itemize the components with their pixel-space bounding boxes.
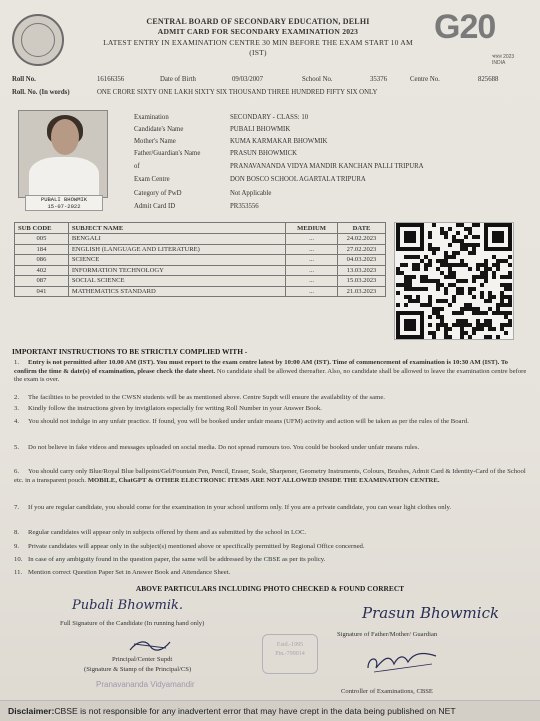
entry-notice-ist: (IST) bbox=[249, 48, 267, 57]
medium: ... bbox=[286, 234, 338, 245]
controller-signature bbox=[364, 646, 444, 676]
medium: ... bbox=[286, 276, 338, 287]
instruction-text: The facilities to be provided to the CWSN students will be as mentioned above. Centre Supdt will ensure the availability of the same. bbox=[28, 394, 385, 401]
info-value-candidate: PUBALI BHOWMIK bbox=[230, 126, 291, 133]
instruction-text: If you are regular candidate, you should come for the examination in your school uniform only. If you are a private candidate, you can wear light clothes only. bbox=[28, 504, 452, 511]
roll-no-value: 16166356 bbox=[97, 76, 125, 83]
sub-code: 005 bbox=[15, 234, 69, 245]
admit-card-title: ADMIT CARD FOR SECONDARY EXAMINATION 2023 bbox=[157, 27, 359, 36]
particulars-checked-note: ABOVE PARTICULARS INCLUDING PHOTO CHECKED & FOUND CORRECT bbox=[135, 584, 405, 593]
photo-caption-date: 15-07-2022 bbox=[47, 203, 81, 210]
g20-logo-sub: भारत 2023 INDIA bbox=[492, 54, 515, 66]
medium: ... bbox=[286, 265, 338, 276]
instruction-bold: MOBILE, ChatGPT & OTHER ELECTRONIC ITEMS ARE NOT ALLOWED INSIDE THE EXAMINATION CENTRE. bbox=[86, 476, 440, 484]
exam-date: 27.02.2023 bbox=[338, 244, 386, 255]
roll-words-label: Roll. No. (In words) bbox=[12, 89, 70, 96]
school-no-value: 35376 bbox=[370, 76, 387, 83]
info-value-admit-id: PR353556 bbox=[230, 203, 259, 210]
col-subject-name: SUBJECT NAME bbox=[68, 223, 285, 234]
candidate-photo bbox=[18, 110, 108, 210]
col-date: DATE bbox=[338, 223, 386, 234]
instruction-text: Do not believe in fake videos and messages uploaded on social media. Do not spread rumours too. You could be booked under unfair means rules. bbox=[28, 444, 420, 451]
school-stamp-text: Pranavananda Vidyamandir bbox=[96, 680, 195, 689]
table-row bbox=[15, 244, 386, 255]
subject-name: BENGALI bbox=[68, 234, 285, 245]
exam-date: 13.03.2023 bbox=[338, 265, 386, 276]
instruction-item: 9. Private candidates will appear only in the subject(s) mentioned above or specifically permitted by Regional Office concerned. bbox=[14, 543, 365, 550]
centre-no-value: 825688 bbox=[478, 76, 499, 83]
exam-date: 21.03.2023 bbox=[338, 286, 386, 297]
info-label-pwd: Category of PwD bbox=[134, 190, 182, 197]
qr-code-graphic bbox=[395, 223, 513, 339]
subject-name: SOCIAL SCIENCE bbox=[68, 276, 285, 287]
exam-date: 04.03.2023 bbox=[338, 255, 386, 266]
info-value-examination: SECONDARY - CLASS: 10 bbox=[230, 114, 309, 121]
info-label-of: of bbox=[134, 163, 140, 170]
instruction-item: 2. The facilities to be provided to the CWSN students will be as mentioned above. Centre Supdt will ensure the availability of the same. bbox=[14, 394, 385, 401]
instruction-text: Regular candidates will appear only in subjects offered by them and as submitted by the school in LOC. bbox=[28, 529, 307, 536]
stamp-line-1: Estd.-1995 bbox=[276, 642, 304, 648]
info-label-examination: Examination bbox=[134, 114, 169, 121]
instruction-item: 10. In case of any ambiguity found in the question paper, the same will be addressed by the CBSE as per its policy. bbox=[14, 556, 326, 563]
info-value-mother: KUMA KARMAKAR BHOWMIK bbox=[230, 138, 328, 145]
subjects-table bbox=[14, 222, 386, 297]
info-value-pwd: Not Applicable bbox=[230, 190, 272, 197]
stamp-line-2: Pin.-799014 bbox=[275, 651, 305, 657]
table-row bbox=[15, 255, 386, 266]
col-sub-code: SUB CODE bbox=[15, 223, 69, 234]
info-value-exam-centre: DON BOSCO SCHOOL AGARTALA TRIPURA bbox=[230, 176, 366, 183]
medium: ... bbox=[286, 244, 338, 255]
instruction-text: In case of any ambiguity found in the question paper, the same will be addressed by the CBSE as per its policy. bbox=[28, 556, 326, 563]
medium: ... bbox=[286, 255, 338, 266]
sub-code: 086 bbox=[15, 255, 69, 266]
disclaimer-bar bbox=[0, 700, 540, 721]
instruction-text: Mention correct Question Paper Set in Answer Book and Attendance Sheet. bbox=[28, 569, 231, 576]
photo-caption bbox=[25, 195, 103, 211]
info-label-mother: Mother's Name bbox=[134, 138, 176, 145]
medium: ... bbox=[286, 286, 338, 297]
candidate-signature: Pubali Bhowmik. bbox=[72, 598, 184, 613]
instruction-item: 6. You should carry only Blue/Royal Blue ballpoint/Gel/Fountain Pen, Pencil, Eraser, Scale, Sharpener, Geometry Instruments, Colours, Brushes, Admit Card & Identity-Card of the School etc. in a transparent pouch. MOBILE, ChatGPT & OTHER ELECTRONIC ITEMS ARE NOT ALLOWED INSIDE THE EXAMINATION CENTRE. bbox=[14, 468, 526, 484]
school-stamp bbox=[262, 634, 318, 674]
instruction-item: 5. Do not believe in fake videos and messages uploaded on social media. Do not spread rumours too. You could be booked under unfair means rules. bbox=[14, 444, 420, 451]
instruction-item: 8. Regular candidates will appear only in subjects offered by them and as submitted by the school in LOC. bbox=[14, 529, 307, 536]
board-title: CENTRAL BOARD OF SECONDARY EDUCATION, DELHI bbox=[146, 17, 370, 26]
instruction-item: 11. Mention correct Question Paper Set in Answer Book and Attendance Sheet. bbox=[14, 569, 231, 576]
info-label-candidate: Candidate's Name bbox=[134, 126, 184, 133]
entry-notice: LATEST ENTRY IN EXAMINATION CENTRE 30 MIN BEFORE THE EXAM START 10 AM bbox=[103, 38, 413, 47]
roll-no-label: Roll No. bbox=[12, 76, 36, 83]
g20-logo-text: G20 bbox=[434, 8, 496, 46]
photo-caption-name: PUBALI BHOWMIK bbox=[40, 196, 88, 203]
instruction-bold: Entry is not permitted after 10.00 AM (IST). You must report to the exam centre latest by 10:00 AM (IST). Time of commencement of examination is 10:30 AM (IST). To confirm the time & date(s) of examination, please check the date sheet. bbox=[14, 359, 509, 375]
principal-stamp-label: (Signature & Stamp of the Principal/CS) bbox=[84, 666, 192, 673]
info-label-admit-id: Admit Card ID bbox=[134, 203, 176, 210]
principal-signature bbox=[128, 636, 172, 656]
subject-name: INFORMATION TECHNOLOGY bbox=[68, 265, 285, 276]
exam-date: 24.02.2023 bbox=[338, 234, 386, 245]
instruction-text: Private candidates will appear only in the subject(s) mentioned above or specifically permitted by Regional Office concerned. bbox=[28, 543, 365, 550]
principal-label: Principal/Center Supdt bbox=[112, 656, 173, 663]
subject-name: ENGLISH (LANGUAGE AND LITERATURE) bbox=[68, 244, 285, 255]
instruction-text: You should not indulge in any unfair practice. If found, you will be booked under unfair means (UFM) activity and action will be taken as per the rules of the Board. bbox=[28, 418, 469, 425]
centre-no-label: Centre No. bbox=[410, 76, 440, 83]
father-signature: Prasun Bhowmick bbox=[362, 604, 500, 622]
table-row bbox=[15, 276, 386, 287]
instruction-text: Kindly follow the instructions given by invigilators especially for writing Roll Number in your Answer Book. bbox=[28, 405, 322, 412]
table-header-row bbox=[15, 223, 386, 234]
father-signature-label: Signature of Father/Mother/ Guardian bbox=[337, 631, 438, 638]
sub-code: 087 bbox=[15, 276, 69, 287]
dob-value: 09/03/2007 bbox=[232, 76, 263, 83]
sub-code: 184 bbox=[15, 244, 69, 255]
exam-date: 15.03.2023 bbox=[338, 276, 386, 287]
col-medium: MEDIUM bbox=[286, 223, 338, 234]
info-label-exam-centre: Exam Centre bbox=[134, 176, 170, 183]
school-no-label: School No. bbox=[302, 76, 333, 83]
disclaimer-text: CBSE is not responsible for any inadvertent error that may have crept in the data being published on NET bbox=[54, 706, 456, 716]
sub-code: 041 bbox=[15, 286, 69, 297]
qr-code-icon bbox=[394, 222, 514, 340]
instruction-item: 7. If you are regular candidate, you should come for the examination in your school uniform only. If you are a private candidate, you can wear light clothes only. bbox=[14, 504, 452, 511]
instruction-item: 4. You should not indulge in any unfair practice. If found, you will be booked under unfair means (UFM) activity and action will be taken as per the rules of the Board. bbox=[14, 418, 469, 425]
dob-label: Date of Birth bbox=[160, 76, 196, 83]
g20-logo-icon bbox=[434, 8, 526, 64]
instruction-text: No candidate shall be allowed thereafter. Also, no candidate shall be allowed to leave the examination centre before the exam is over. bbox=[14, 367, 527, 384]
instruction-text: You should carry only Blue/Royal Blue ballpoint/Gel/Fountain Pen, Pencil, Eraser, Scale, Sharpener, Geometry Instruments, Colours, Brushes, Admit Card & Identity-Card of the School etc. in a transparent pouch. bbox=[14, 468, 526, 484]
table-row bbox=[15, 286, 386, 297]
info-value-father: PRASUN BHOWMICK bbox=[230, 150, 298, 157]
cbse-logo-icon bbox=[12, 14, 64, 66]
info-value-school: PRANAVANANDA VIDYA MANDIR KANCHAN PALLI TRIPURA bbox=[230, 163, 424, 170]
candidate-signature-label: Full Signature of the Candidate (In running hand only) bbox=[60, 620, 205, 627]
table-row bbox=[15, 234, 386, 245]
instructions-title: IMPORTANT INSTRUCTIONS TO BE STRICTLY COMPLIED WITH - bbox=[12, 347, 248, 356]
instruction-item: 1. Entry is not permitted after 10.00 AM (IST). You must report to the exam centre latest by 10:00 AM (IST). Time of commencement of examination is 10:30 AM (IST). To confirm the time & date(s) of examination, please check the date sheet. No candidate shall be allowed thereafter. Also, no candidate shall be allowed to leave the examination centre before the exam is over. bbox=[14, 359, 527, 384]
subject-name: MATHEMATICS STANDARD bbox=[68, 286, 285, 297]
instruction-item: 3. Kindly follow the instructions given by invigilators especially for writing Roll Number in your Answer Book. bbox=[14, 405, 322, 412]
sub-code: 402 bbox=[15, 265, 69, 276]
controller-label: Controller of Examinations, CBSE bbox=[341, 688, 433, 695]
roll-words-value: ONE CRORE SIXTY ONE LAKH SIXTY SIX THOUSAND THREE HUNDRED FIFTY SIX ONLY bbox=[97, 89, 378, 96]
subject-name: SCIENCE bbox=[68, 255, 285, 266]
table-row bbox=[15, 265, 386, 276]
info-label-father: Father/Guardian's Name bbox=[134, 150, 201, 157]
disclaimer-label: Disclaimer: bbox=[8, 706, 55, 716]
